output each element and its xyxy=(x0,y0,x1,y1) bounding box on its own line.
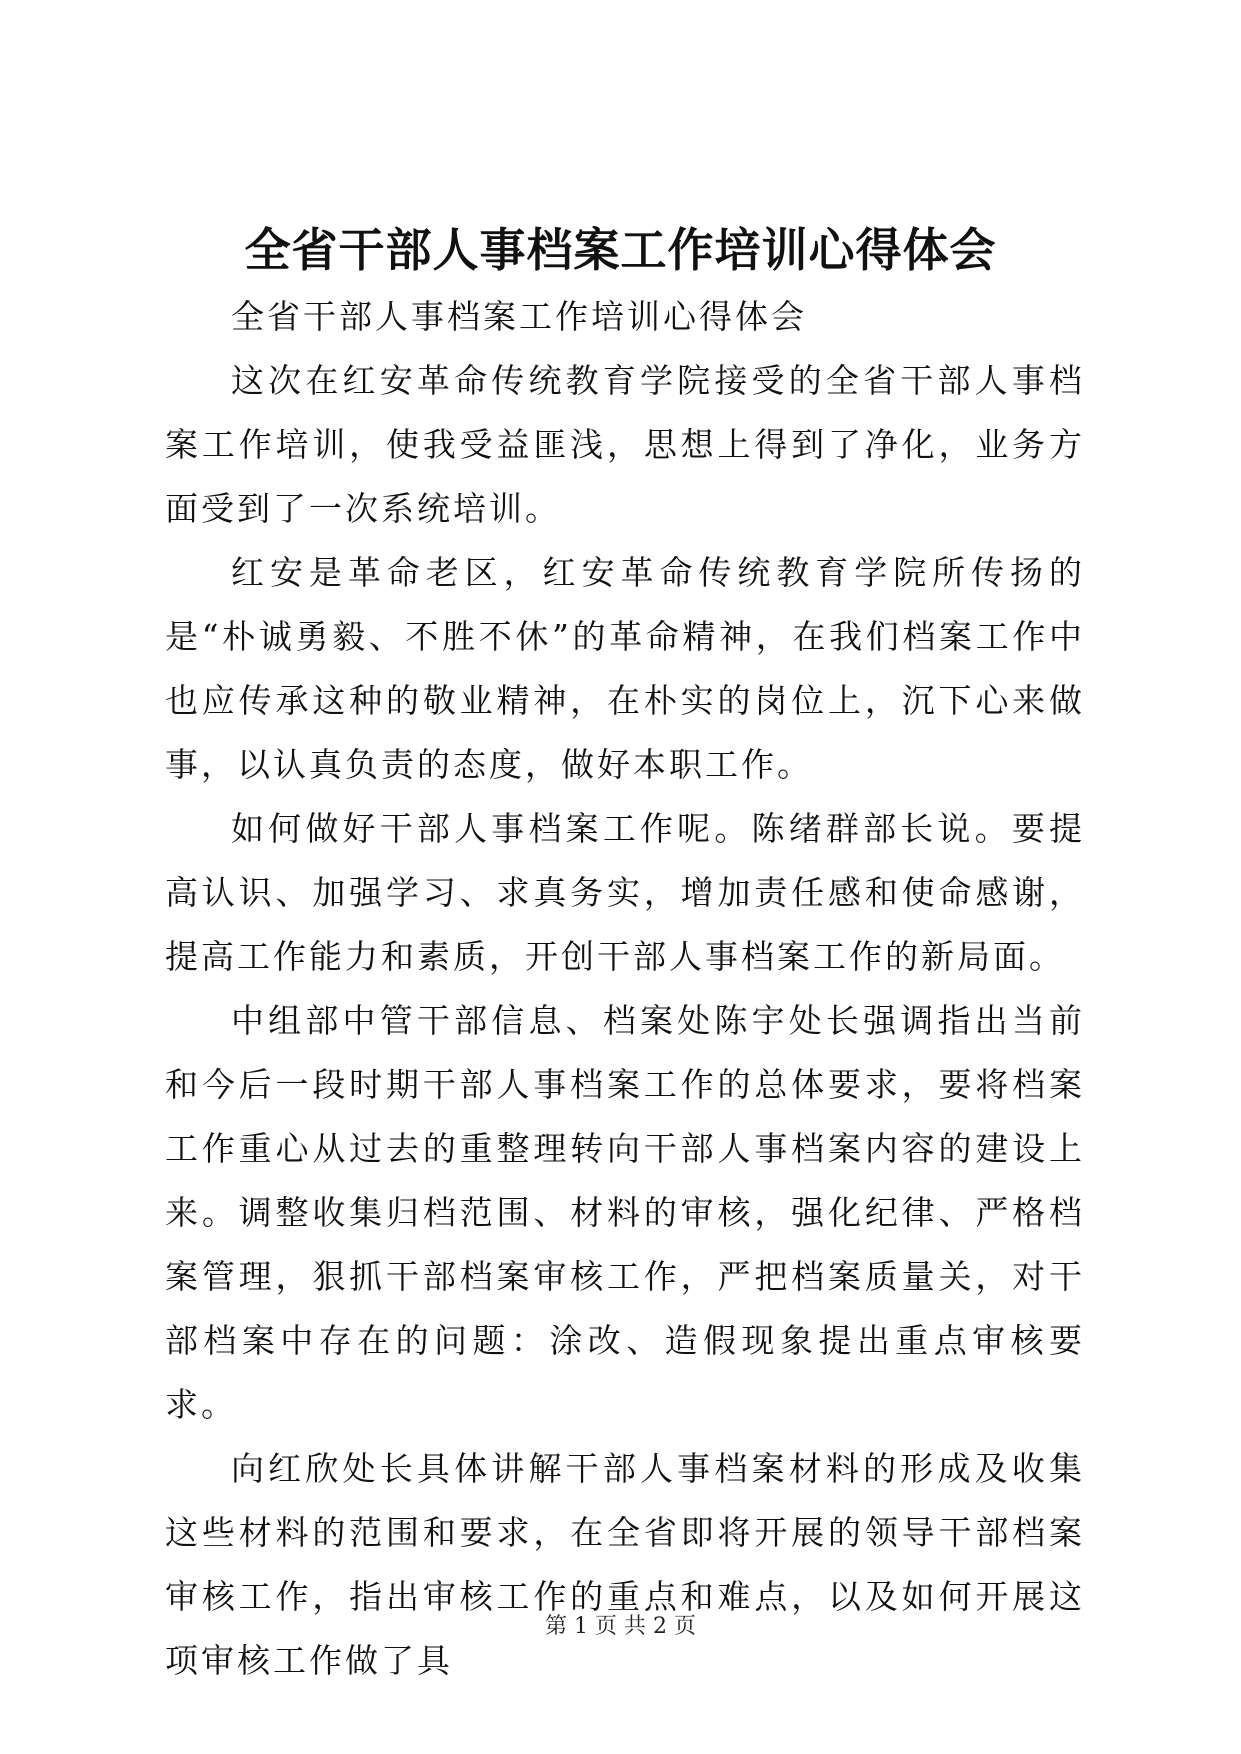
paragraph-subtitle: 全省干部人事档案工作培训心得体会 xyxy=(231,297,807,336)
paragraph: 如何做好干部人事档案工作呢。陈绪群部长说。要提高认识、加强学习、求真务实，增加责任感和使命感谢，提高工作能力和素质，开创干部人事档案工作的新局面。 xyxy=(165,809,1085,976)
document-body xyxy=(165,285,1085,1693)
document-title: 全省干部人事档案工作培训心得体会 xyxy=(244,223,997,277)
paragraph: 向红欣处长具体讲解干部人事档案材料的形成及收集这些材料的范围和要求，在全省即将开展的领导干部档案审核工作，指出审核工作的重点和难点，以及如何开展这项审核工作做了具 xyxy=(165,1449,1085,1680)
page-footer: 第 1 页 共 2 页 xyxy=(545,1614,696,1639)
paragraph: 这次在红安革命传统教育学院接受的全省干部人事档案工作培训，使我受益匪浅，思想上得到了净化，业务方面受到了一次系统培训。 xyxy=(165,361,1085,528)
paragraph: 中组部中管干部信息、档案处陈宇处长强调指出当前和今后一段时期干部人事档案工作的总体要求，要将档案工作重心从过去的重整理转向干部人事档案内容的建设上来。调整收集归档范围、材料的审核，强化纪律、严格档案管理，狠抓干部档案审核工作，严把档案质量关，对干部档案中存在的问题：涂改、造假现象提出重点审核要求。 xyxy=(165,1001,1085,1424)
paragraph: 红安是革命老区，红安革命传统教育学院所传扬的是“朴诚勇毅、不胜不休”的革命精神，在我们档案工作中也应传承这种的敬业精神，在朴实的岗位上，沉下心来做事，以认真负责的态度，做好本职工作。 xyxy=(165,553,1085,784)
